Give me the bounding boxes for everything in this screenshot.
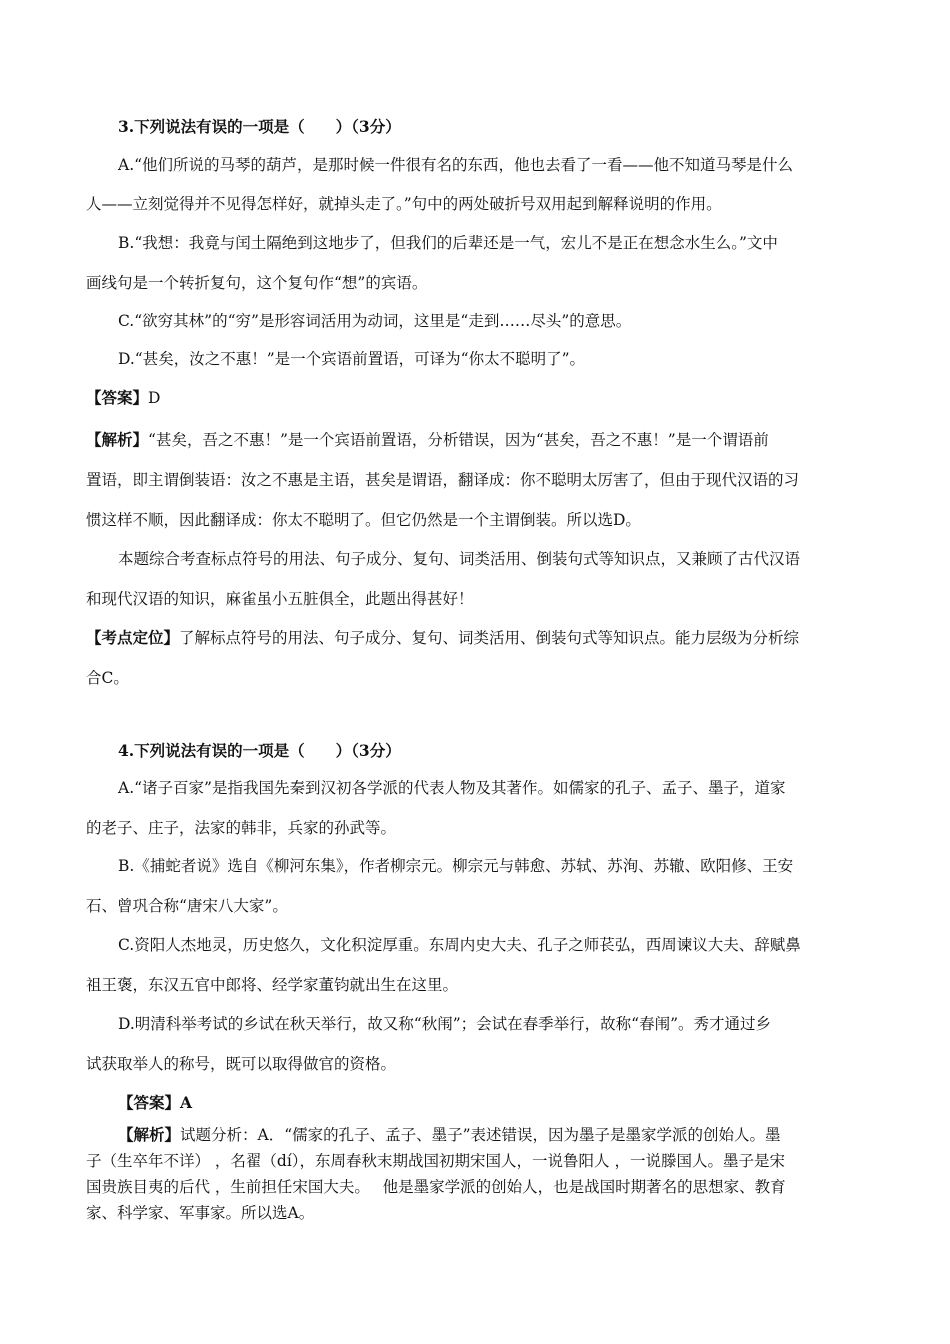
- q3-analysis-text1: “甚矣，吾之不惠！”是一个宾语前置语，分析错误，因为“甚矣，吾之不惠！”是一个谓语前: [148, 431, 769, 449]
- q3-comment-line2: 和现代汉语的知识，麻雀虽小五脏俱全，此题出得甚好！: [86, 590, 474, 608]
- q3-point-text1: 了解标点符号的用法、句子成分、复句、词类活用、倒装句式等知识点。能力层级为分析综: [179, 629, 800, 647]
- q4-analysis-line3: 国贵族目夷的后代 ，生前担任宋国大夫。 他是墨家学派的创始人，也是战国时期著名的思想家、教育: [86, 1178, 786, 1196]
- q3-answer: [86, 388, 160, 408]
- q3-analysis-line2: 置语，即主谓倒装语：汝之不惠是主语，甚矣是谓语，翻译成：你不聪明太厉害了，但由于现代汉语的习: [86, 471, 800, 489]
- q3-analysis-line3: 惯这样不顺，因此翻译成：你太不聪明了。但它仍然是一个主谓倒装。所以选D。: [86, 511, 641, 529]
- q3-title: 3.下列说法有误的一项是（ ）（3分）: [118, 117, 401, 136]
- q3-option-c: C.“欲穷其林”的“穷”是形容词活用为动词，这里是“走到……尽头”的意思。: [118, 312, 632, 330]
- q3-answer-value: D: [148, 389, 161, 407]
- q4-option-c-line2: 祖王褒，东汉五官中郎将、经学家董钧就出生在这里。: [86, 976, 459, 994]
- q3-comment-line1: 本题综合考查标点符号的用法、句子成分、复句、词类活用、倒装句式等知识点，又兼顾了古代汉语: [118, 550, 801, 568]
- q4-answer-value: A: [180, 1093, 193, 1112]
- q4-option-a-line1: A.“诸子百家”是指我国先秦到汉初各学派的代表人物及其著作。如儒家的孔子、孟子、墨子，道家: [118, 779, 786, 797]
- q3-option-d: D.“甚矣，汝之不惠！”是一个宾语前置语，可译为“你太不聪明了”。: [118, 350, 586, 368]
- q3-point-line2: 合C。: [86, 669, 129, 687]
- q4-title: 4.下列说法有误的一项是（ ）（3分）: [118, 741, 401, 760]
- q3-analysis-line1: [86, 430, 769, 450]
- q4-option-d-line2: 试获取举人的称号，既可以取得做官的资格。: [86, 1055, 397, 1073]
- q4-answer: [118, 1093, 192, 1113]
- q4-option-a-line2: 的老子、庄子，法家的韩非，兵家的孙武等。: [86, 819, 397, 837]
- q3-analysis-label: 【解析】: [86, 430, 149, 449]
- q4-analysis-text1: 试题分析：A．“儒家的孔子、孟子、墨子”表述错误，因为墨子是墨家学派的创始人。墨: [180, 1126, 781, 1144]
- q3-option-a-line1: A.“他们所说的马琴的葫芦，是那时候一件很有名的东西，他也去看了一看——他不知道马琴是什么: [118, 156, 794, 174]
- q4-option-d-line1: D.明清科举考试的乡试在秋天举行，故又称“秋闱”；会试在春季举行，故称“春闱”。秀才通过乡: [118, 1015, 772, 1033]
- q3-option-b-line2: 画线句是一个转折复句，这个复句作“想”的宾语。: [86, 274, 428, 292]
- q4-answer-label: 【答案】: [118, 1093, 181, 1112]
- q4-option-b-line2: 石、曾巩合称“唐宋八大家”。: [86, 897, 288, 915]
- q4-analysis-line1: [118, 1125, 781, 1145]
- q3-option-b-line1: B.“我想：我竟与闰土隔绝到这地步了，但我们的后辈还是一气，宏儿不是正在想念水生么。”文中: [118, 234, 778, 252]
- q4-option-c-line1: C.资阳人杰地灵，历史悠久，文化积淀厚重。东周内史大夫、孔子之师苌弘，西周谏议大夫、辞赋鼻: [118, 936, 801, 954]
- q3-point-line1: [86, 628, 799, 648]
- q4-analysis-label: 【解析】: [118, 1125, 181, 1144]
- q3-point-label: 【考点定位】: [86, 628, 180, 647]
- q4-analysis-line4: 家、科学家、军事家。所以选A。: [86, 1204, 315, 1222]
- q3-answer-label: 【答案】: [86, 388, 149, 407]
- q4-analysis-line2: 子（生卒年不详） ，名翟（dí），东周春秋末期战国初期宋国人，一说鲁阳人 ，一说滕国人。墨子是宋: [86, 1152, 785, 1170]
- q3-option-a-line2: 人——立刻觉得并不见得怎样好，就掉头走了。”句中的两处破折号双用起到解释说明的作用。: [86, 195, 722, 213]
- q4-option-b-line1: B.《捕蛇者说》选自《柳河东集》，作者柳宗元。柳宗元与韩愈、苏轼、苏洵、苏辙、欧阳修、王安: [118, 857, 794, 875]
